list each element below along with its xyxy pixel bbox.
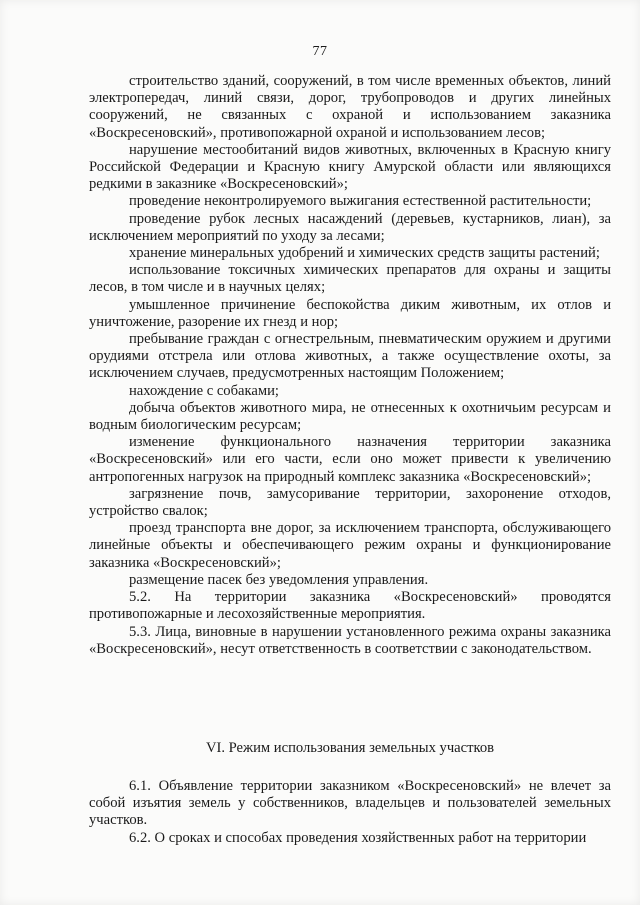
paragraph: 5.2. На территории заказника «Воскресеновский» проводятся противопожарные и лесохозяйственные мероприятия. (89, 589, 611, 623)
paragraph: проведение рубок лесных насаждений (деревьев, кустарников, лиан), за исключением мероприятий по уходу за лесами; (89, 210, 611, 244)
paragraph: нарушение местообитаний видов животных, включенных в Красную книгу Российской Федерации и Красную книгу Амурской области или являющихся редкими в заказнике «Воскресеновский»; (89, 141, 611, 193)
paragraph: проведение неконтролируемого выжигания естественной растительности; (129, 193, 592, 210)
paragraph: изменение функционального назначения территории заказника «Воскресеновский» или его части, если оно может привести к увеличению антропогенных нагрузок на природный комплекс заказника «Воскресеновский»; (89, 434, 611, 485)
paragraph: проезд транспорта вне дорог, за исключением транспорта, обслуживающего линейные объекты и обеспечивающего режим охраны и функционирование заказника «Воскресеновский»; (89, 520, 611, 571)
paragraph: умышленное причинение беспокойства диким животным, их отлов и уничтожение, разорение их гнезд и нор; (89, 296, 611, 330)
paragraph: нахождение с собаками; (129, 382, 279, 399)
paragraph: пребывание граждан с огнестрельным, пневматическим оружием и другими орудиями отстрела или отлова животных, а также осуществление охоты, за исключением случаев, предусмотренных настоящим Положением; (89, 331, 611, 382)
section-heading: VI. Режим использования земельных участков (205, 740, 495, 756)
paragraph: добыча объектов животного мира, не отнесенных к охотничьим ресурсам и водным биологическим ресурсам; (89, 399, 611, 434)
paragraph: хранение минеральных удобрений и химических средств защиты растений; (129, 245, 600, 262)
paragraph: 6.2. О сроках и способах проведения хозяйственных работ на территории (129, 829, 587, 846)
document-body-top (89, 73, 611, 658)
paragraph: 6.1. Объявление территории заказником «Воскресеновский» не влечет за собой изъятия земель у собственников, владельцев и пользователей земельных участков. (89, 778, 611, 829)
page-number: 77 (312, 44, 328, 59)
paragraph: использование токсичных химических препаратов для охраны и защиты лесов, в том числе и в научных целях; (89, 262, 611, 296)
paragraph: загрязнение почв, замусоривание территории, захоронение отходов, устройство свалок; (89, 485, 611, 520)
paragraph: размещение пасек без уведомления управления. (129, 571, 429, 588)
paragraph: 5.3. Лица, виновные в нарушении установленного режима охраны заказника «Воскресеновский», несут ответственность в соответствии с законодательством. (89, 623, 611, 657)
document-body-bottom (89, 778, 611, 847)
paragraph: строительство зданий, сооружений, в том числе временных объектов, линий электропередач, линий связи, дорог, трубопроводов и других линейных сооружений, не связанных с охраной и использованием заказника «Воскресеновский», противопожарной охраной и использованием лесов; (89, 73, 611, 141)
